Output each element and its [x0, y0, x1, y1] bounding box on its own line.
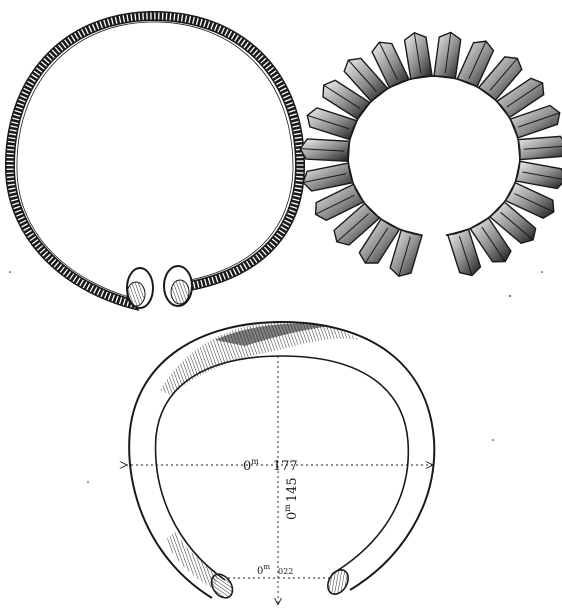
- torc-ring: [10, 16, 300, 308]
- bracelet-right-terminal: [324, 566, 353, 598]
- gap-label: 0$^m$ $_{022}$: [257, 563, 294, 577]
- ribbed-ring: [300, 32, 562, 276]
- paper-speck: [492, 439, 494, 441]
- width-label: 0$^m$ 177: [243, 457, 298, 474]
- paper-speck: [9, 271, 11, 273]
- height-label: 0$^m$145: [283, 477, 300, 520]
- torc-left-knob: [127, 268, 153, 308]
- paper-speck: [87, 481, 89, 483]
- open-bracelet: [126, 322, 434, 604]
- paper-speck: [509, 295, 511, 297]
- paper-speck: [541, 271, 543, 273]
- torc-right-knob: [164, 266, 192, 306]
